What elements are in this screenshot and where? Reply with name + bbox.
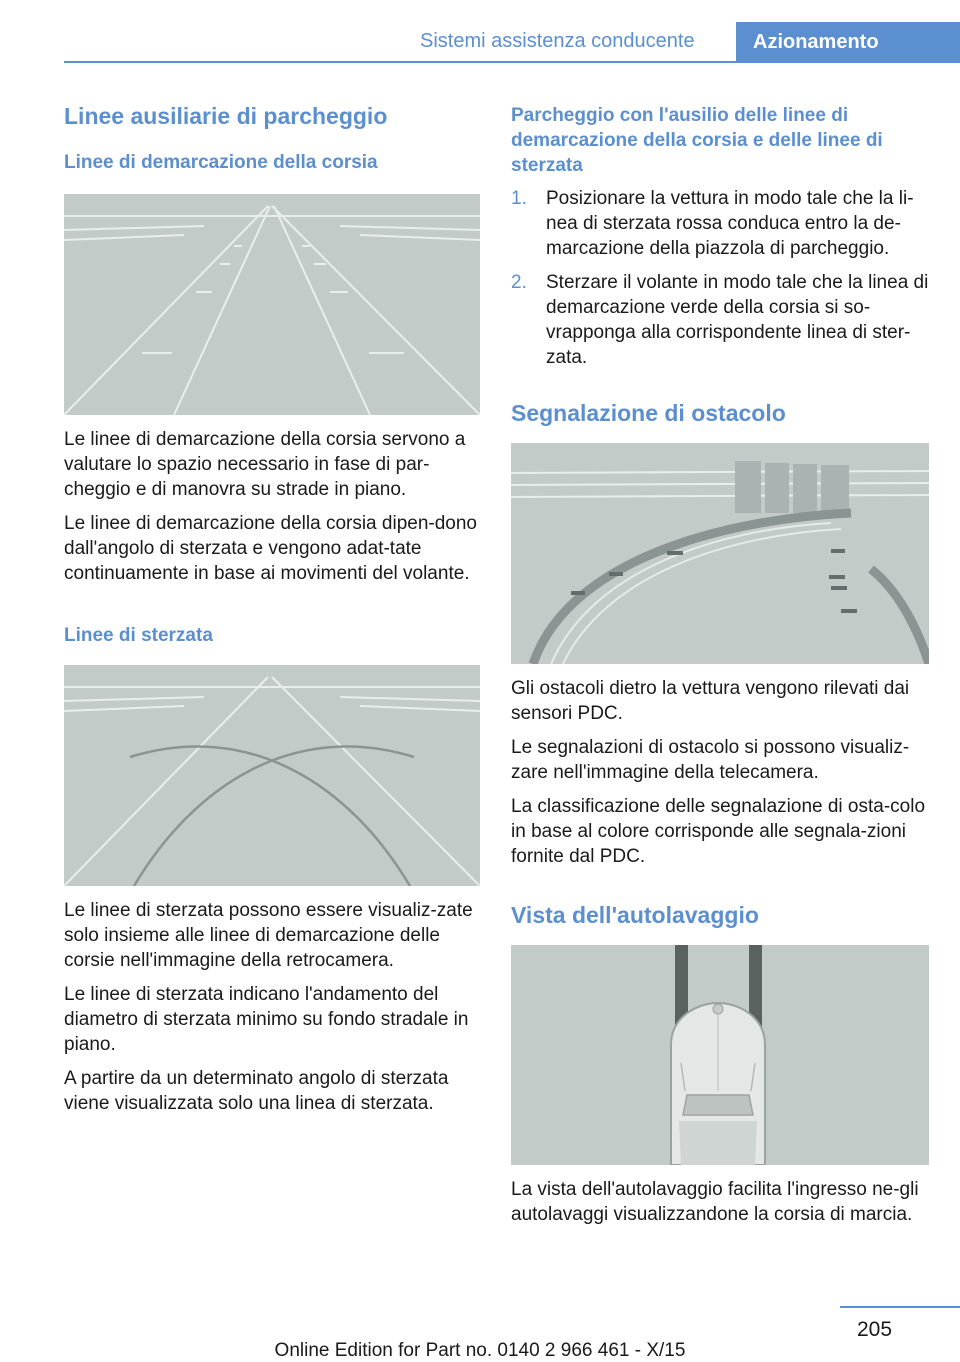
parking-step-1 [511, 186, 929, 261]
car-wash-view-image [511, 945, 929, 1165]
parking-steps-list [511, 186, 929, 370]
obstacle-paragraph-2: Le segnalazioni di ostacolo si possono visualiz-zare nell'immagine della telecamera. [511, 737, 910, 783]
lane-lines-paragraph-1: Le linee di demarcazione della corsia servono a valutare lo spazio necessario in fase di par-cheggio e di manovra su strade in piano. [64, 429, 466, 500]
lane-lines-paragraph-2: Le linee di demarcazione della corsia dipen-dono dall'angolo di sterzata e vengono adat-tate continuamente in base ai movimenti del volante. [64, 513, 477, 584]
footer-rule [840, 1306, 960, 1308]
step-text: Sterzare il volante in modo tale che la linea di demarcazione verde della corsia si so-vrapponga alla corrispondente linea di ster-zata. [546, 272, 929, 368]
obstacle-paragraph-1: Gli ostacoli dietro la vettura vengono rilevati dai sensori PDC. [511, 678, 910, 724]
section-heading-obstacle: Segnalazione di ostacolo [511, 400, 786, 426]
steering-lines-image [64, 665, 480, 886]
obstacle-paragraph-3: La classificazione delle segnalazione di osta-colo in base al colore corrisponde alle segnala-zioni fornite dal PDC. [511, 796, 926, 867]
right-column [511, 103, 929, 1227]
parking-step-2 [511, 270, 929, 370]
obstacle-markings-image [511, 443, 929, 664]
lane-lines-image [64, 194, 480, 415]
page-number: 205 [857, 1318, 893, 1341]
step-number: 1. [511, 188, 527, 209]
header-section-title: Sistemi assistenza conducente [420, 30, 695, 52]
steering-lines-paragraph-3: A partire da un determinato angolo di sterzata viene visualizzata solo una linea di sterzata. [64, 1068, 449, 1114]
steering-lines-paragraph-1: Le linee di sterzata possono essere visualiz-zate solo insieme alle linee di demarcazione delle corsie nell'immagine della retrocamera. [64, 900, 473, 971]
footer-edition-text: Online Edition for Part no. 0140 2 966 461 - X/15 [274, 1340, 686, 1361]
section-heading-car-wash: Vista dell'autolavaggio [511, 902, 759, 928]
section-heading-parking-lines: Linee ausiliarie di parcheggio [64, 103, 388, 129]
header-rule [64, 61, 960, 63]
subheading-parking-with-lines: Parcheggio con l'ausilio delle linee di demarcazione della corsia e delle linee di sterzata [511, 105, 883, 176]
steering-lines-paragraph-2: Le linee di sterzata indicano l'andamento del diametro di sterzata minimo su fondo stradale in piano. [64, 984, 469, 1055]
left-column [64, 100, 480, 1116]
subheading-lane-lines: Linee di demarcazione della corsia [64, 152, 378, 173]
subheading-steering-lines: Linee di sterzata [64, 625, 213, 646]
step-number: 2. [511, 272, 527, 293]
header-chapter-tab: Azionamento [736, 22, 960, 63]
step-text: Posizionare la vettura in modo tale che la li-nea di sterzata rossa conduca entro la de-marcazione della piazzola di parcheggio. [546, 188, 914, 259]
car-wash-paragraph: La vista dell'autolavaggio facilita l'ingresso ne-gli autolavaggi visualizzandone la corsia di marcia. [511, 1179, 919, 1225]
